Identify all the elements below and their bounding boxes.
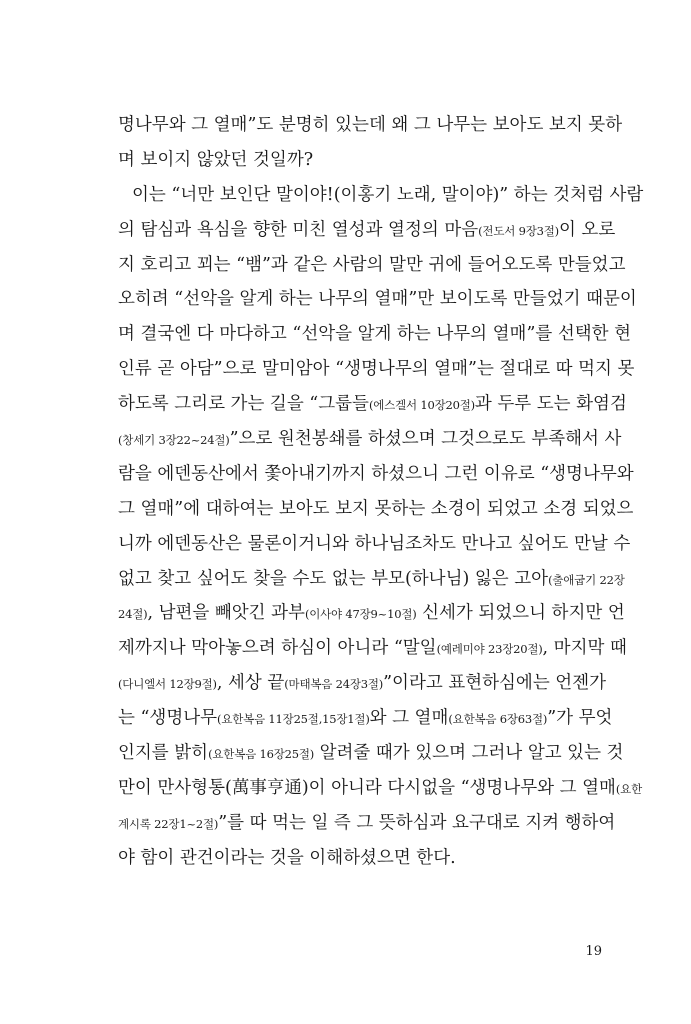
- body-text: [118, 108, 644, 876]
- bible-reference: (요한복음 6장63절): [448, 712, 548, 727]
- text-line: (다니엘서 12장9절), 세상 끝(마태복음 24장3절)”이라고 표현하심에는 언젠가: [118, 673, 607, 694]
- bible-reference: 계시록 22장1~2절): [118, 816, 219, 831]
- text-line: 만이 만사형통(萬事亨通)이 아니라 다시없을 “생명나무와 그 열매(요한: [118, 777, 642, 798]
- page-number: 19: [585, 944, 602, 959]
- text-line: 인류 곧 아담”으로 말미암아 “생명나무의 열매”는 절대로 따 먹지 못: [118, 359, 635, 380]
- text-line: 인지를 밝히(요한복음 16장25절) 알려줄 때가 있으며 그러나 알고 있는 것: [118, 743, 624, 764]
- text-line: 명나무와 그 열매”도 분명히 있는데 왜 그 나무는 보아도 보지 못하: [118, 115, 623, 135]
- text-line: (창세기 3장22~24절)”으로 원천봉쇄를 하셨으며 그것으로도 부족해서 사: [118, 429, 622, 450]
- bible-reference: (다니엘서 12장9절): [118, 677, 217, 692]
- text-line: 이는 “너만 보인단 말이야!(이홍기 노래, 말이야)” 하는 것처럼 사람: [132, 184, 644, 205]
- bible-reference: 24절): [118, 607, 148, 622]
- bible-reference: (에스겔서 10장20절): [368, 398, 475, 413]
- text-line: 의 탐심과 욕심을 향한 미친 열성과 열정의 마음(전도서 9장3절)이 오로: [118, 219, 616, 240]
- bible-reference: (요한복음 16장25절): [208, 747, 315, 762]
- bible-reference: (전도서 9장3절): [478, 223, 559, 238]
- text-line: 제까지나 막아놓으려 하심이 아니라 “말일(예레미야 23장20절), 마지막 때: [118, 638, 627, 659]
- text-line: 니까 에덴동산은 물론이거니와 하나님조차도 만나고 싶어도 만날 수: [118, 533, 631, 554]
- text-line: 람을 에덴동산에서 쫓아내기까지 하셨으니 그런 이유로 “생명나무와: [118, 463, 634, 484]
- text-line: 오히려 “선악을 알게 하는 나무의 열매”만 보이도록 만들었기 때문이: [118, 289, 637, 310]
- bible-reference: (예레미야 23장20절): [436, 642, 543, 657]
- text-line: 없고 찾고 싶어도 찾을 수도 없는 부모(하나님) 잃은 고아(출애굽기 22장: [118, 568, 625, 589]
- text-line: 며 결국엔 다 마다하고 “선악을 알게 하는 나무의 열매”를 선택한 현: [118, 324, 632, 345]
- text-line: 24절), 남편을 빼앗긴 과부(이사야 47장9~10절) 신세가 되었으니 하지만 언: [118, 603, 625, 624]
- text-line: 며 보이지 않았던 것일까?: [118, 149, 314, 170]
- text-line: 하도록 그리로 가는 길을 “그룹들(에스겔서 10장20절)과 두루 도는 화염검: [118, 394, 627, 415]
- bible-reference: (출애굽기 22장: [548, 572, 625, 587]
- text-line: 야 함이 관건이라는 것을 이해하셨으면 한다.: [118, 847, 456, 868]
- text-line: 그 열매”에 대하여는 보아도 보지 못하는 소경이 되었고 소경 되었으: [118, 498, 634, 519]
- text-line: 지 호리고 꾀는 “뱀”과 같은 사람의 말만 귀에 들어오도록 만들었고: [118, 254, 626, 275]
- text-line: 는 “생명나무(요한복음 11장25절,15장1절)와 그 열매(요한복음 6장63절)”가 무엇: [118, 708, 613, 729]
- bible-reference: (이사야 47장9~10절): [304, 607, 417, 622]
- bible-reference: (요한복음 11장25절,15장1절): [217, 712, 370, 727]
- text-line: 계시록 22장1~2절)”를 따 먹는 일 즉 그 뜻하심과 요구대로 지켜 행하여: [118, 812, 616, 833]
- bible-reference: (창세기 3장22~24절): [118, 433, 230, 448]
- bible-reference: (요한: [615, 781, 642, 796]
- bible-reference: (마태복음 24장3절): [284, 677, 384, 692]
